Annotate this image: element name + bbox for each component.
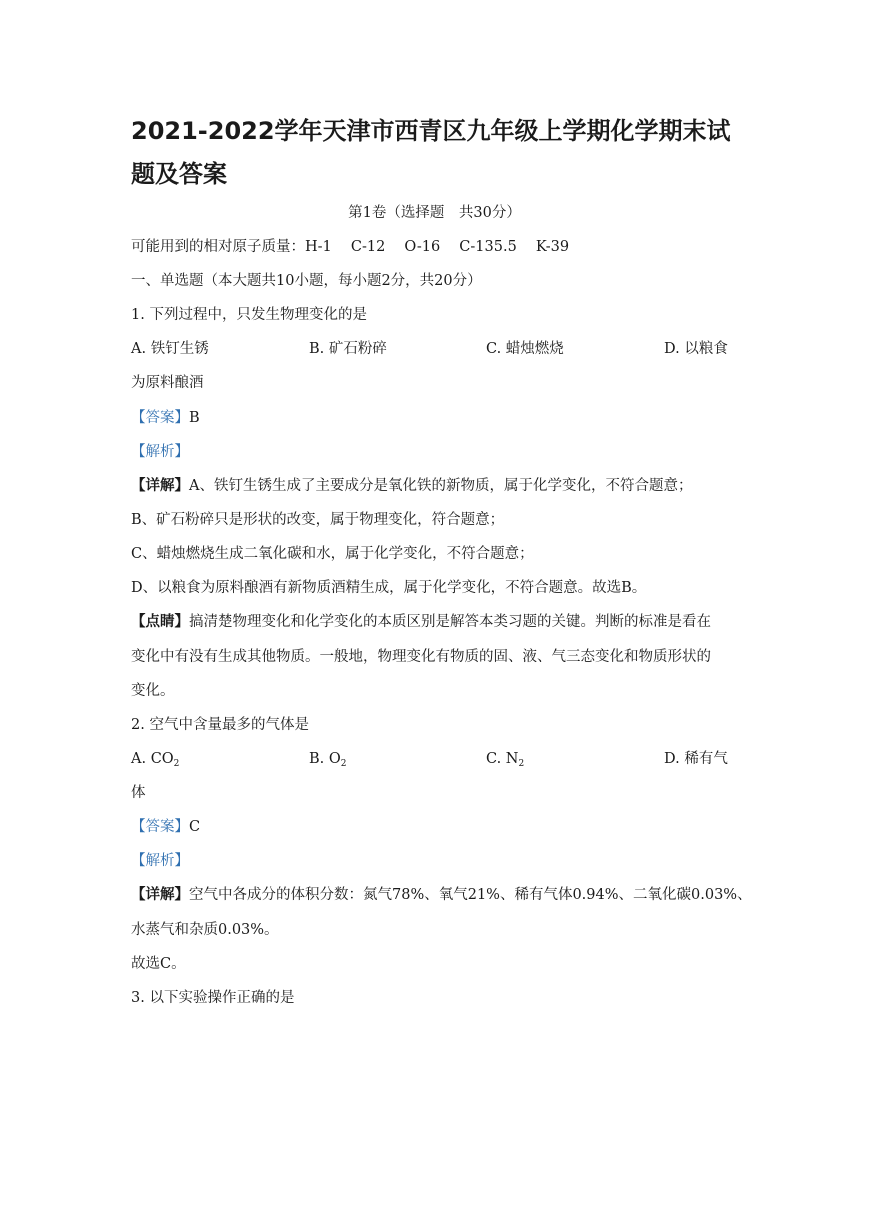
q1-option-c: C. 蜡烛燃烧 <box>486 341 564 357</box>
q2-option-a: A. $CO_2$ <box>131 751 180 769</box>
q2-option-b: B. $O_2$ <box>309 751 347 769</box>
document-title: 2021-2022学年天津市西青区九年级上学期化学期末试题及答案 <box>131 117 731 188</box>
comment-text: 搞清楚物理变化和化学变化的本质区别是解答本类习题的关键。判断的标准是看在 <box>189 614 711 630</box>
atomic-masses: 可能用到的相对原子质量：H-1 C-12 O-16 C-135.5 K-39 <box>131 239 570 255</box>
q2-option-d-wrap: 体 <box>131 785 146 801</box>
q1-detail-line: B、矿石粉碎只是形状的改变，属于物理变化，符合题意； <box>131 512 505 528</box>
detail-tag: 【详解】 <box>131 886 189 903</box>
q2-option-d: D. 稀有气 <box>664 751 728 767</box>
q1-option-d-wrap: 为原料酿酒 <box>131 375 204 391</box>
answer-value: B <box>189 410 200 426</box>
answer-value: C <box>189 819 201 835</box>
q1-option-b: B. 矿石粉碎 <box>309 341 387 357</box>
q3-stem: 3. 以下实验操作正确的是 <box>131 990 295 1006</box>
q1-answer <box>131 408 200 428</box>
q2-option-c: C. $N_2$ <box>486 751 525 769</box>
q1-detail-line <box>131 476 692 496</box>
detail-text: A、铁钉生锈生成了主要成分是氧化铁的新物质，属于化学变化，不符合题意； <box>189 478 693 494</box>
part1-heading: 一、单选题（本大题共10小题，每小题2分，共20分） <box>131 273 482 289</box>
q1-option-d: D. 以粮食 <box>664 341 728 357</box>
q1-comment-line: 变化中有没有生成其他物质。一般地，物理变化有物质的固、液、气三态变化和物质形状的 <box>131 649 711 665</box>
answer-tag: 【答案】 <box>131 410 189 426</box>
section-header: 第1卷（选择题 共30分） <box>348 205 521 221</box>
q1-option-a: A. 铁钉生锈 <box>131 341 209 357</box>
comment-tag: 【点睛】 <box>131 613 189 630</box>
q2-conclusion: 故选C。 <box>131 956 186 972</box>
answer-tag: 【答案】 <box>131 819 189 835</box>
q1-detail-line: D、以粮食为原料酿酒有新物质酒精生成，属于化学变化，不符合题意。故选B。 <box>131 580 647 596</box>
q2-stem: 2. 空气中含量最多的气体是 <box>131 717 309 733</box>
q1-analysis-tag: 【解析】 <box>131 444 189 460</box>
q1-detail-line: C、蜡烛燃烧生成二氧化碳和水，属于化学变化，不符合题意； <box>131 546 534 562</box>
q1-comment-line: 变化。 <box>131 683 175 699</box>
q2-analysis-tag: 【解析】 <box>131 853 189 869</box>
detail-tag: 【详解】 <box>131 477 189 494</box>
q1-stem: 1. 下列过程中，只发生物理变化的是 <box>131 307 367 323</box>
q1-comment-line <box>131 612 711 632</box>
q2-answer <box>131 817 200 837</box>
detail-text: 空气中各成分的体积分数：氮气78%、氧气21%、稀有气体0.94%、二氧化碳0.03%、 <box>189 887 752 903</box>
q2-detail-line <box>131 885 752 905</box>
q2-detail-line: 水蒸气和杂质0.03%。 <box>131 922 279 938</box>
